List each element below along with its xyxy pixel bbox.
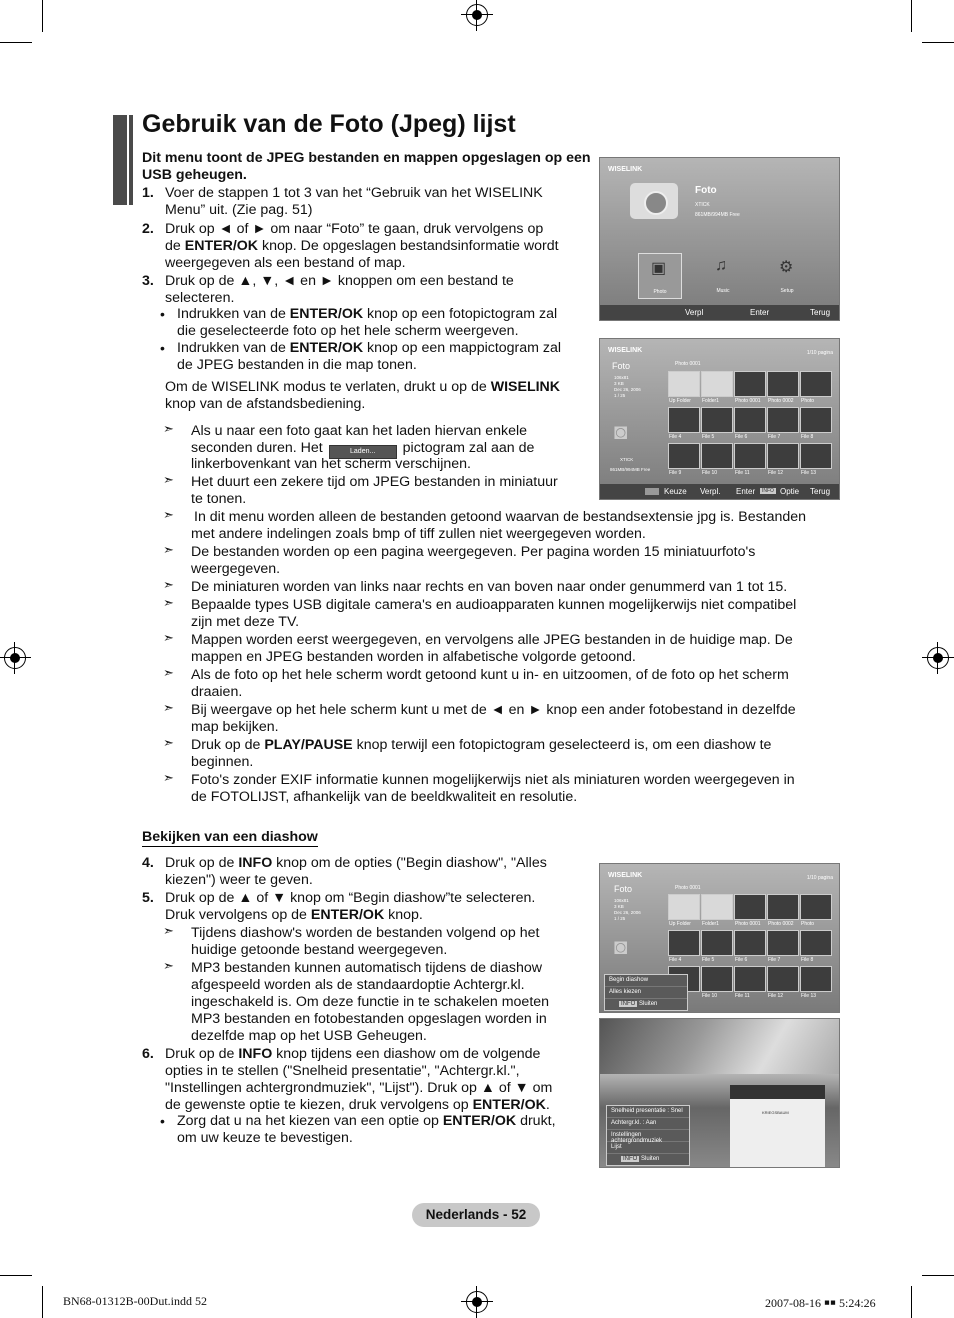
exit-line: knop van de afstandsbediening. <box>165 396 366 412</box>
crop-mark <box>922 1275 954 1276</box>
note-line: linkerbovenkant van het scherm verschijnen. <box>191 456 471 472</box>
note-line: In dit menu worden alleen de bestanden getoond waarvan de bestandsextensie jpg is. Bestanden <box>194 509 807 525</box>
step-number: 5. <box>142 890 154 906</box>
thumbnail[interactable] <box>734 966 766 992</box>
thumbnail-label: File 11 <box>735 993 750 999</box>
thumbnail-label: File 7 <box>768 434 781 440</box>
note-line: draaien. <box>191 684 243 700</box>
thumbnail[interactable] <box>800 443 832 469</box>
bullet: • <box>160 306 165 322</box>
thumbnail[interactable] <box>767 371 799 397</box>
note-line: Tijdens diashow's worden de bestanden volgend op het <box>191 925 540 941</box>
note-arrow-icon: ➣ <box>163 507 174 522</box>
note-line: Bij weergave op het hele scherm kunt u met de ◄ en ► knop een ander fotobestand in dezelfde <box>191 702 796 718</box>
registration-mark-icon <box>466 4 488 26</box>
thumbnail-grid <box>668 894 836 1004</box>
mountain-photo <box>600 1019 839 1074</box>
registration-mark-icon <box>927 647 949 669</box>
note-line: Mappen worden eerst weergegeven, en vervolgens alle JPEG bestanden in de huidige map. De <box>191 632 793 648</box>
music-tile[interactable] <box>702 253 744 297</box>
thumbnail-label: File 5 <box>702 957 715 963</box>
note-arrow-icon: ➣ <box>163 665 174 680</box>
note-arrow-icon: ➣ <box>163 735 174 750</box>
tile-label: Music <box>716 288 730 294</box>
thumbnail-label: Photo 0001 <box>735 921 761 927</box>
note-line: map bekijken. <box>191 719 279 735</box>
thumbnail-label: File 6 <box>735 957 748 963</box>
hint-back: Terug <box>810 308 831 317</box>
menu-item-music-settings[interactable]: Instellingen achtergrondmuziek <box>607 1130 689 1142</box>
registration-mark-icon <box>4 647 26 669</box>
crop-mark <box>0 1275 32 1276</box>
registration-mark-icon <box>466 1291 488 1313</box>
key-icon <box>645 488 659 495</box>
note-line: seconden duren. Het Laden... pictogram zal aan de <box>191 440 581 459</box>
hint-move: Verpl. <box>700 487 721 496</box>
thumbnail[interactable] <box>734 443 766 469</box>
bullet-line: die geselecteerde foto op het hele scherm weergeven. <box>177 323 519 339</box>
usb-name: XTICK <box>620 457 634 462</box>
menu-item-list[interactable]: Lijst <box>607 1142 689 1154</box>
thumbnail[interactable] <box>701 443 733 469</box>
note-line: De bestanden worden op een pagina weergegeven. Per pagina worden 15 miniatuurfoto's <box>191 544 756 560</box>
step-number: 1. <box>142 185 154 201</box>
thumbnail-label: File 12 <box>768 993 784 999</box>
step-2-line: Druk op ◄ of ► om naar “Foto” te gaan, druk vervolgens op <box>165 221 544 237</box>
thumbnail-label: Up Folder <box>669 398 691 404</box>
crop-mark <box>911 0 912 32</box>
note-arrow-icon: ➣ <box>163 958 174 973</box>
info-key: INFO <box>762 488 774 494</box>
hint-back: Terug <box>810 487 831 496</box>
step-4-line: Druk op de INFO knop om de opties ("Begin diashow", "Alles <box>165 855 547 871</box>
page-indicator: 1/10 pagina <box>806 875 833 881</box>
thumbnail-label: Up Folder <box>669 921 691 927</box>
camera-icon: ◙ <box>614 934 628 959</box>
step-number: 3. <box>142 273 154 289</box>
bullet: • <box>160 340 165 356</box>
section-heading: Bekijken van een diashow <box>142 829 318 845</box>
thumbnail-label: File 4 <box>669 957 682 963</box>
crop-mark <box>42 1286 43 1318</box>
wiselink-logo: WISELINK <box>608 166 643 173</box>
thumbnail[interactable] <box>701 407 733 433</box>
note-arrow-icon: ➣ <box>163 595 174 610</box>
thumbnail[interactable] <box>767 894 799 920</box>
bullet-line: Zorg dat u na het kiezen van een optie op ENTER/OK drukt, <box>177 1113 556 1129</box>
step-4-line: kiezen") weer te geven. <box>165 872 313 888</box>
thumbnail[interactable] <box>701 930 733 956</box>
step-6-line: de gewenste optie te kiezen, druk vervolgens op ENTER/OK. <box>165 1097 550 1113</box>
step-5-line: Druk vervolgens op de ENTER/OK knop. <box>165 907 423 923</box>
screenshot-slideshow-photo <box>599 1018 840 1168</box>
thumbnail[interactable] <box>767 966 799 992</box>
note-arrow-icon: ➣ <box>163 923 174 938</box>
loading-icon: Laden... <box>329 445 397 459</box>
thumbnail[interactable] <box>767 930 799 956</box>
note-line: met andere indelingen zoals bmp of tiff zullen niet weergegeven worden. <box>191 526 646 542</box>
note-line: Druk op de PLAY/PAUSE knop terwijl een fotopictogram geselecteerd is, om een diashow te <box>191 737 772 753</box>
menu-item-select-all[interactable]: Alles kiezen <box>605 987 687 999</box>
thumbnail[interactable] <box>800 371 832 397</box>
screenshot-photo-list <box>599 338 840 500</box>
tile-label: Photo <box>653 289 667 295</box>
hint-enter: Enter <box>750 308 770 317</box>
list-heading: Foto <box>614 884 633 894</box>
thumbnail[interactable] <box>734 371 766 397</box>
note-line: Het duurt een zekere tijd om JPEG bestanden in miniatuur <box>191 474 558 490</box>
thumbnail-grid <box>668 371 836 481</box>
thumbnail-label: File 11 <box>735 470 750 476</box>
file-info: 106x81 3 KB Dec 26, 2006 1 / 25 <box>614 375 641 398</box>
menu-item-speed[interactable]: Snelheid presentatie : Snel <box>607 1106 689 1118</box>
menu-item-begin-slideshow[interactable]: Begin diashow <box>605 975 687 987</box>
bullet-line: Indrukken van de ENTER/OK knop op een mappictogram zal <box>177 340 562 356</box>
thumbnail-label: File 10 <box>702 470 718 476</box>
thumbnail-label: File 12 <box>768 470 784 476</box>
note-line: de FOTOLIJST, afhankelijk van de beeldkwaliteit en resolutie. <box>191 789 578 805</box>
close-label: Sluiten <box>641 1156 660 1162</box>
hint-select: Keuze <box>664 487 687 496</box>
thumbnail[interactable] <box>800 894 832 920</box>
usb-size: 861MB/994MB Free <box>610 467 651 472</box>
thumbnail[interactable] <box>800 407 832 433</box>
note-line: te tonen. <box>191 491 247 507</box>
note-line: Als de foto op het hele scherm wordt getoond kunt u in- en uitzoomen, of de foto op het scherm <box>191 667 789 683</box>
menu-item-background-music[interactable]: Achtergr.kl. : Aan <box>607 1118 689 1130</box>
note-line: huidige getoonde bestand weergegeven. <box>191 942 448 958</box>
camera-icon <box>630 183 678 219</box>
step-1-line: Menu” uit. (Zie pag. 51) <box>165 202 313 218</box>
bottom-bar <box>600 484 839 499</box>
setup-tile[interactable] <box>766 253 808 297</box>
bullet-line: Indrukken van de ENTER/OK knop op een fotopictogram zal <box>177 306 558 322</box>
thumbnail[interactable] <box>668 894 700 920</box>
selected-file: Photo 0001 <box>675 361 701 367</box>
step-3-line: selecteren. <box>165 290 235 306</box>
note-line: MP3 bestanden en fotobestanden opgeslagen worden in <box>191 1011 547 1027</box>
step-5-line: Druk op de ▲ of ▼ knop om “Begin diashow”te selecteren. <box>165 890 536 906</box>
thumbnail-label: File 7 <box>768 957 781 963</box>
page-indicator: 1/10 pagina <box>806 350 833 356</box>
list-heading: Foto <box>612 361 631 371</box>
wiselink-logo: WISELINK <box>608 872 643 879</box>
close-label: Sluiten <box>639 1001 658 1007</box>
note-line: Foto's zonder EXIF informatie kunnen mogelijkerwijs niet als miniaturen worden weergegeven in <box>191 772 795 788</box>
thumbnail[interactable] <box>668 443 700 469</box>
thumbnail-label: File 8 <box>801 434 814 440</box>
note-arrow-icon: ➣ <box>163 770 174 785</box>
thumbnail[interactable] <box>800 966 832 992</box>
note-arrow-icon: ➣ <box>163 421 174 436</box>
thumbnail-label: Photo <box>801 921 815 927</box>
thumbnail-label: File 9 <box>669 470 682 476</box>
thumbnail-label: File 13 <box>801 470 817 476</box>
footer-filename: BN68-01312B-00Dut.indd 52 <box>63 1294 207 1308</box>
photo-tile[interactable] <box>638 253 682 299</box>
intro-text: Dit menu toont de JPEG bestanden en mappen opgeslagen op een USB geheugen. <box>142 150 591 183</box>
thumbnail[interactable] <box>767 407 799 433</box>
note-line: beginnen. <box>191 754 254 770</box>
device-size: 861MB/994MB Free <box>695 212 740 218</box>
thumbnail-label: File 10 <box>702 993 718 999</box>
note-line: mappen en JPEG bestanden worden in alfabetische volgorde getoond. <box>191 649 636 665</box>
note-arrow-icon: ➣ <box>163 630 174 645</box>
note-line: De miniaturen worden van links naar rechts en van boven naar onder genummerd van 1 tot 15. <box>191 579 788 595</box>
page-number-badge: Nederlands - 52 <box>412 1203 540 1227</box>
note-arrow-icon: ➣ <box>163 700 174 715</box>
option-menu <box>604 974 688 1011</box>
slideshow-option-menu <box>606 1105 690 1166</box>
page-title: Gebruik van de Foto (Jpeg) lijst <box>142 110 516 138</box>
step-3-line: Druk op de ▲, ▼, ◄ en ► knoppen om een bestand te <box>165 273 514 289</box>
thumbnail[interactable] <box>767 443 799 469</box>
thumbnail-label: File 4 <box>669 434 682 440</box>
step-6-line: Druk op de INFO knop tijdens een diashow om de volgende <box>165 1046 541 1062</box>
thumbnail-label: Photo 0002 <box>768 921 794 927</box>
note-arrow-icon: ➣ <box>163 577 174 592</box>
thumbnail-label: File 5 <box>702 434 715 440</box>
crop-mark <box>0 42 32 43</box>
crop-mark <box>922 42 954 43</box>
thumbnail-label: File 6 <box>735 434 748 440</box>
info-key: INFO <box>621 1001 636 1007</box>
title-bar-decoration <box>113 115 127 205</box>
gear-icon: ⚙ <box>779 259 794 276</box>
thumbnail[interactable] <box>668 407 700 433</box>
info-key: INFO <box>623 1156 638 1162</box>
note-line: ingeschakeld is. Om deze functie in te schakelen moeten <box>191 994 550 1010</box>
file-info: 106x81 3 KB Dec 26, 2006 1 / 25 <box>614 898 641 921</box>
step-6-line: "Instellingen achtergrondmuziek", "Lijst"). Druk op ▲ of ▼ om <box>165 1080 553 1096</box>
note-line: dezelfde map op het USB Geheugen. <box>191 1028 427 1044</box>
hint-enter: Enter <box>736 487 756 496</box>
device-name: XTICK <box>695 202 710 208</box>
screenshot-slideshow-menu <box>599 863 840 1013</box>
step-1-line: Voer de stappen 1 tot 3 van het “Gebruik van het WISELINK <box>165 185 543 201</box>
step-2-line: de ENTER/OK knop. De opgeslagen bestandsinformatie wordt <box>165 238 559 254</box>
step-6-line: opties in te stellen ("Snelheid presentatie", "Achtergr.kl.", <box>165 1063 520 1079</box>
thumbnail[interactable] <box>734 930 766 956</box>
thumbnail-label: Folder1 <box>702 921 719 927</box>
screen-title: Foto <box>695 185 717 196</box>
bullet-line: de JPEG bestanden in die map tonen. <box>177 357 417 373</box>
thumbnail[interactable] <box>734 407 766 433</box>
title-bar-decoration <box>129 115 133 205</box>
note-line: Bepaalde types USB digitale camera's en audioapparaten kunnen mogelijkerwijs niet compatibel <box>191 597 797 613</box>
note-arrow-icon: ➣ <box>163 472 174 487</box>
note-line: afgespeeld worden als de standaardoptie Achtergr.kl. <box>191 977 525 993</box>
thumbnail-label: Photo <box>801 398 815 404</box>
thumbnail[interactable] <box>668 371 700 397</box>
thumbnail-label: Photo 0001 <box>735 398 761 404</box>
bullet-line: om uw keuze te bevestigen. <box>177 1130 353 1146</box>
thumbnail-label: Folder1 <box>702 398 719 404</box>
screenshot-wiselink-menu <box>599 157 840 321</box>
tile-label: Setup <box>780 288 794 294</box>
crop-mark <box>911 1286 912 1318</box>
note-line: zijn met deze TV. <box>191 614 300 630</box>
crop-mark <box>42 0 43 32</box>
thumbnail[interactable] <box>800 930 832 956</box>
wiselink-logo: WISELINK <box>608 347 643 354</box>
menu-footer <box>605 999 687 1010</box>
camera-icon: ◙ <box>614 419 628 444</box>
thumbnail[interactable] <box>701 894 733 920</box>
thumbnail[interactable] <box>668 930 700 956</box>
step-number: 4. <box>142 855 154 871</box>
note-line: weergegeven. <box>191 561 281 577</box>
thumbnail-label: Photo 0002 <box>768 398 794 404</box>
house-sign: KRIEGSBAUM <box>762 1110 789 1115</box>
thumbnail[interactable] <box>701 966 733 992</box>
photo-icon: ▣ <box>651 260 667 277</box>
selected-file: Photo 0001 <box>675 885 701 891</box>
thumbnail[interactable] <box>701 371 733 397</box>
note-line: MP3 bestanden kunnen automatisch tijdens de diashow <box>191 960 542 976</box>
bullet: • <box>160 1113 165 1129</box>
hint-move: Verpl <box>685 308 704 317</box>
note-arrow-icon: ➣ <box>163 542 174 557</box>
step-number: 2. <box>142 221 154 237</box>
bottom-bar <box>600 305 839 320</box>
exit-line: Om de WISELINK modus te verlaten, drukt u op de WISELINK <box>165 379 561 395</box>
step-2-line: weergegeven als een bestand of map. <box>165 255 406 271</box>
house-photo <box>730 1085 825 1168</box>
headphones-icon: ♫ <box>715 257 727 274</box>
note-line: Als u naar een foto gaat kan het laden hiervan enkele <box>191 423 528 439</box>
footer-timestamp: 2007-08-16 ￭￭ 5:24:26 <box>765 1296 876 1310</box>
menu-footer <box>607 1154 689 1165</box>
thumbnail-label: File 13 <box>801 993 817 999</box>
thumbnail-label: File 8 <box>801 957 814 963</box>
thumbnail[interactable] <box>734 894 766 920</box>
step-number: 6. <box>142 1046 154 1062</box>
hint-option: Optie <box>780 487 800 496</box>
